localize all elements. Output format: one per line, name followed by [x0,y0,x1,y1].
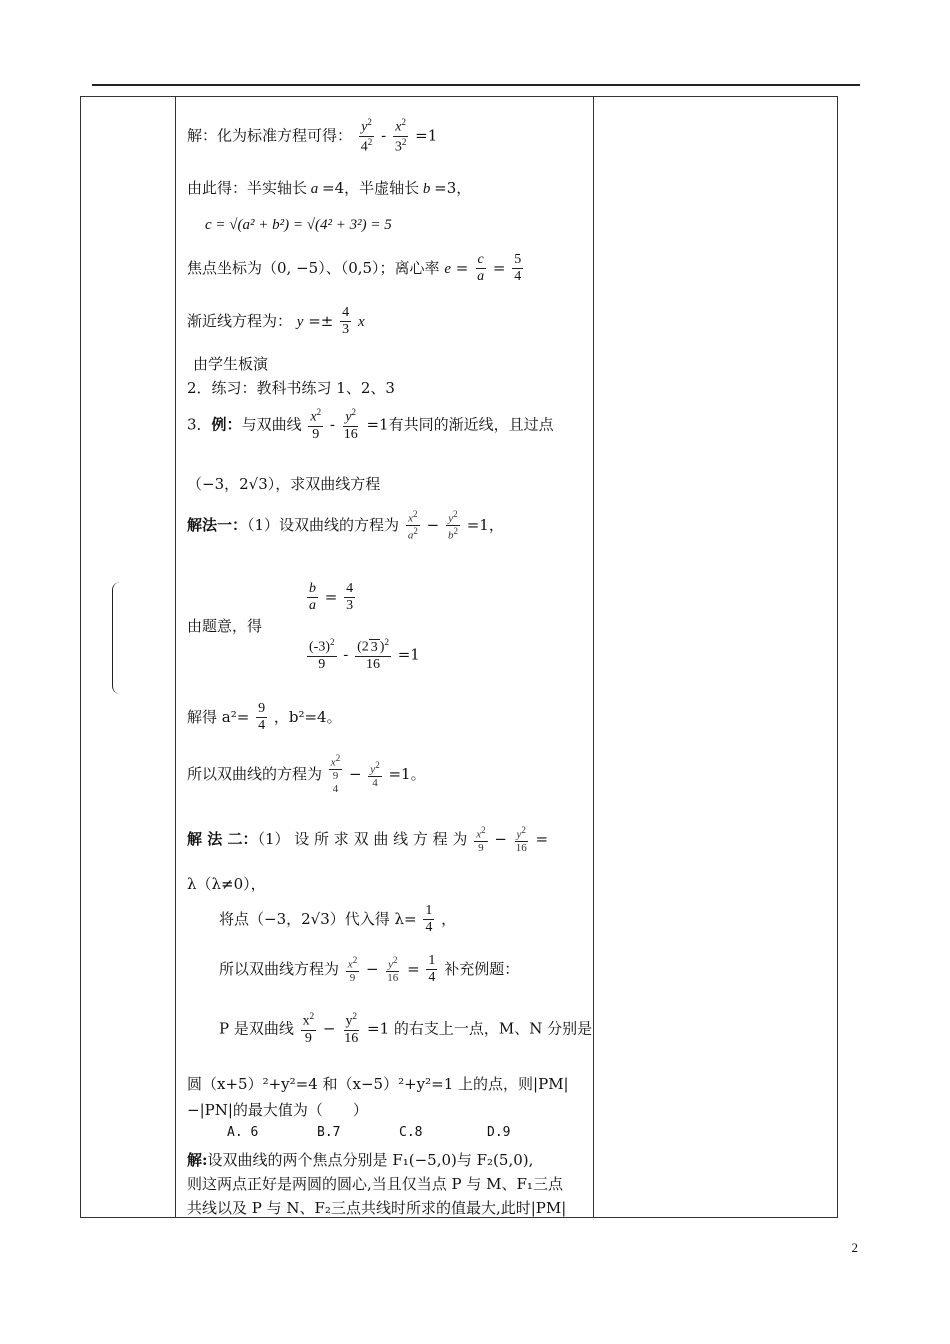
max-value-line: −|PN|的最大值为（ ） [187,1101,368,1119]
semi-axis-line: 由此得：半实轴长 a =4，半虚轴长 b =3， [187,179,472,197]
method-two-line: 解 法 二：（1） 设 所 求 双 曲 线 方 程 为 $\frac{x^2}{9}$ − $\frac{y^2}{16}$ = [187,825,549,855]
fraction-x2-over-9-d: $\frac{x^2}{9}$ [302,1011,315,1046]
method-one-result-line: 所以双曲线的方程为 $x^2$ 9 4 − $\frac{y^2}{4}$ =1。 [187,753,426,796]
column-divider-left [175,97,176,1217]
text: c = √(a² + b²) = √(4² + 3²) = 5 [205,217,392,233]
solve-result-line [187,701,342,735]
fraction-4-over-3: $\frac{4}{3}$ [342,305,350,338]
text: 解: [187,1151,208,1169]
fraction-b-over-a: $\frac{b}{a}$ [309,581,316,614]
header-rule [92,84,860,86]
fraction-y2-over-42: $\frac{y^2}{4^2}$ [360,117,373,155]
page-number: 2 [851,1240,858,1255]
example-point-line: （−3，2√3），求双曲线方程 [187,475,381,493]
option-c: C.8 [399,1125,423,1140]
text: 将点（−3，2√3）代入得 λ= [219,909,417,928]
lesson-table [80,96,838,1218]
fraction-2root3-sq-over-16: $\frac{(2 3 )^2}{16}$ [357,637,389,672]
circles-line: 圆（x+5）²+y²=4 和（x−5）²+y²=1 上的点，则|PM| [187,1075,569,1093]
text: =1， [466,516,504,535]
system-eq-2: $\frac{(-3)^2}{9}$ - $\frac{(2 3 )^2}{16}$ =1 [309,637,420,672]
fraction-y2-over-16-b: $\frac{y^2}{16}$ [515,825,527,855]
method-one-line: 解法一：（1）设双曲线的方程为 $\frac{x^2}{a^2}$ − $\frac{y^2}{b^2}$ =1， [187,509,504,542]
fraction-y2-over-16-c: $\frac{y^2}{16}$ [387,954,399,984]
system-label: 由题意，得 [187,617,263,635]
answer-line-1 [187,1149,533,1170]
lambda-line: λ（λ≠0）， [187,875,266,893]
option-b: B.7 [317,1125,341,1140]
fraction-x2-over-9: $\frac{x^2}{9}$ [310,407,322,442]
text: 解：化为标准方程可得： [187,126,353,145]
system-eq-1: $\frac{b}{a}$ = $\frac{4}{3}$ [309,581,354,614]
text: ，b²=4。 [273,707,342,726]
fraction-x2-over-a2: $\frac{x^2}{a^2}$ [407,509,418,542]
method-two-result-line: 所以双曲线方程为 $\frac{x^2}{9}$ − $\frac{y^2}{16}$ = $\frac{1}{4}$ 补充例题： [219,953,520,986]
text: 所以双曲线方程为 [219,959,340,978]
fraction-y2-over-16: $\frac{y^2}{16}$ [343,407,358,442]
text: 与双曲线 [241,415,302,434]
text: 解法一： [187,516,248,535]
fraction-c-over-a: $\frac{c}{a}$ [477,252,485,285]
fraction-5-over-4: $\frac{5}{4}$ [514,252,522,285]
option-d: D.9 [487,1125,511,1140]
fraction-1-over-4: $\frac{1}{4}$ [425,903,433,936]
text: ，半虚轴长 [344,179,420,197]
text: =1。 [388,764,426,783]
student-board-line: 由学生板演 [193,355,269,373]
text: 渐近线方程为： [187,311,293,330]
text: 解 法 二： [187,830,258,849]
text: （1） 设 所 求 双 曲 线 方 程 为 [257,830,468,849]
fraction-y2-over-4: $\frac{y^2}{4}$ [370,759,380,789]
practice-line: 2．练习：教科书练习 1、2、3 [187,379,395,397]
fraction-1-over-4-b: $\frac{1}{4}$ [428,953,436,986]
fraction-neg3-sq-over-9: $\frac{(-3)^2}{9}$ [309,637,335,672]
focus-eccentricity-line: 焦点坐标为（0, −5）、（0,5）；离心率 e = $\frac{c}{a}$ = $\frac{5}{4}$ [187,252,522,285]
fraction-y2-over-16-d: $\frac{y^2}{16}$ [344,1011,359,1046]
text: （1）设双曲线的方程为 [247,516,400,535]
text: 有共同的渐近线，且过点 [388,415,554,434]
fraction-9-over-4: $\frac{9}{4}$ [258,701,266,734]
option-a: A. 6 [227,1125,259,1140]
fraction-x2-over-32: $\frac{x^2}{3^2}$ [394,117,407,155]
text: 设双曲线的两个焦点分别是 F₁(−5,0)与 F₂(5,0), [207,1151,534,1169]
text: 例： [211,415,242,434]
system-brace [112,582,121,694]
text: 解得 a²= [187,707,250,726]
fraction-y2-over-b2: $\frac{y^2}{b^2}$ [447,509,458,542]
text: 焦点坐标为（0, −5）、（0,5）；离心率 [187,258,440,277]
fraction-x2-over-9-4: $x^2$ 9 4 [330,753,341,796]
fraction-4-over-3-b: $\frac{4}{3}$ [346,581,354,614]
text: 的右支上一点，M、N 分别是 [393,1019,593,1038]
substitute-line [219,903,456,937]
text: ， [456,179,472,197]
asymptote-line: 渐近线方程为： y =± $\frac{4}{3}$ x [187,305,365,338]
text: 3． [187,415,212,434]
fraction-x2-over-9-c: $\frac{x^2}{9}$ [347,954,358,984]
text: 补充例题： [444,959,520,978]
text: ， [441,909,457,928]
c-formula-line [205,217,392,234]
text: 由此得：半实轴长 [187,179,308,197]
solution-line-standard-form: 解：化为标准方程可得： $\frac{y^2}{4^2}$ - $\frac{x^2}{3^2}$ =1 [187,117,438,155]
text: P 是双曲线 [219,1019,294,1038]
answer-line-2: 则这两点正好是两圆的圆心,当且仅当点 P 与 M、F₁三点 [187,1175,563,1193]
fraction-x2-over-9-b: $\frac{x^2}{9}$ [476,825,486,855]
supplement-problem-line: P 是双曲线 $\frac{x^2}{9}$ − $\frac{y^2}{16}$ =1 的右支上一点，M、N 分别是 [219,1011,593,1046]
column-divider-right [593,97,594,1217]
text: = [535,830,549,849]
text: 所以双曲线的方程为 [187,764,323,783]
example-line: 3．例：与双曲线 $\frac{x^2}{9}$ - $\frac{y^2}{16}$ =1有共同的渐近线，且过点 [187,407,554,442]
answer-line-3: 共线以及 P 与 N、F₂三点共线时所求的值最大,此时|PM| [187,1199,567,1217]
